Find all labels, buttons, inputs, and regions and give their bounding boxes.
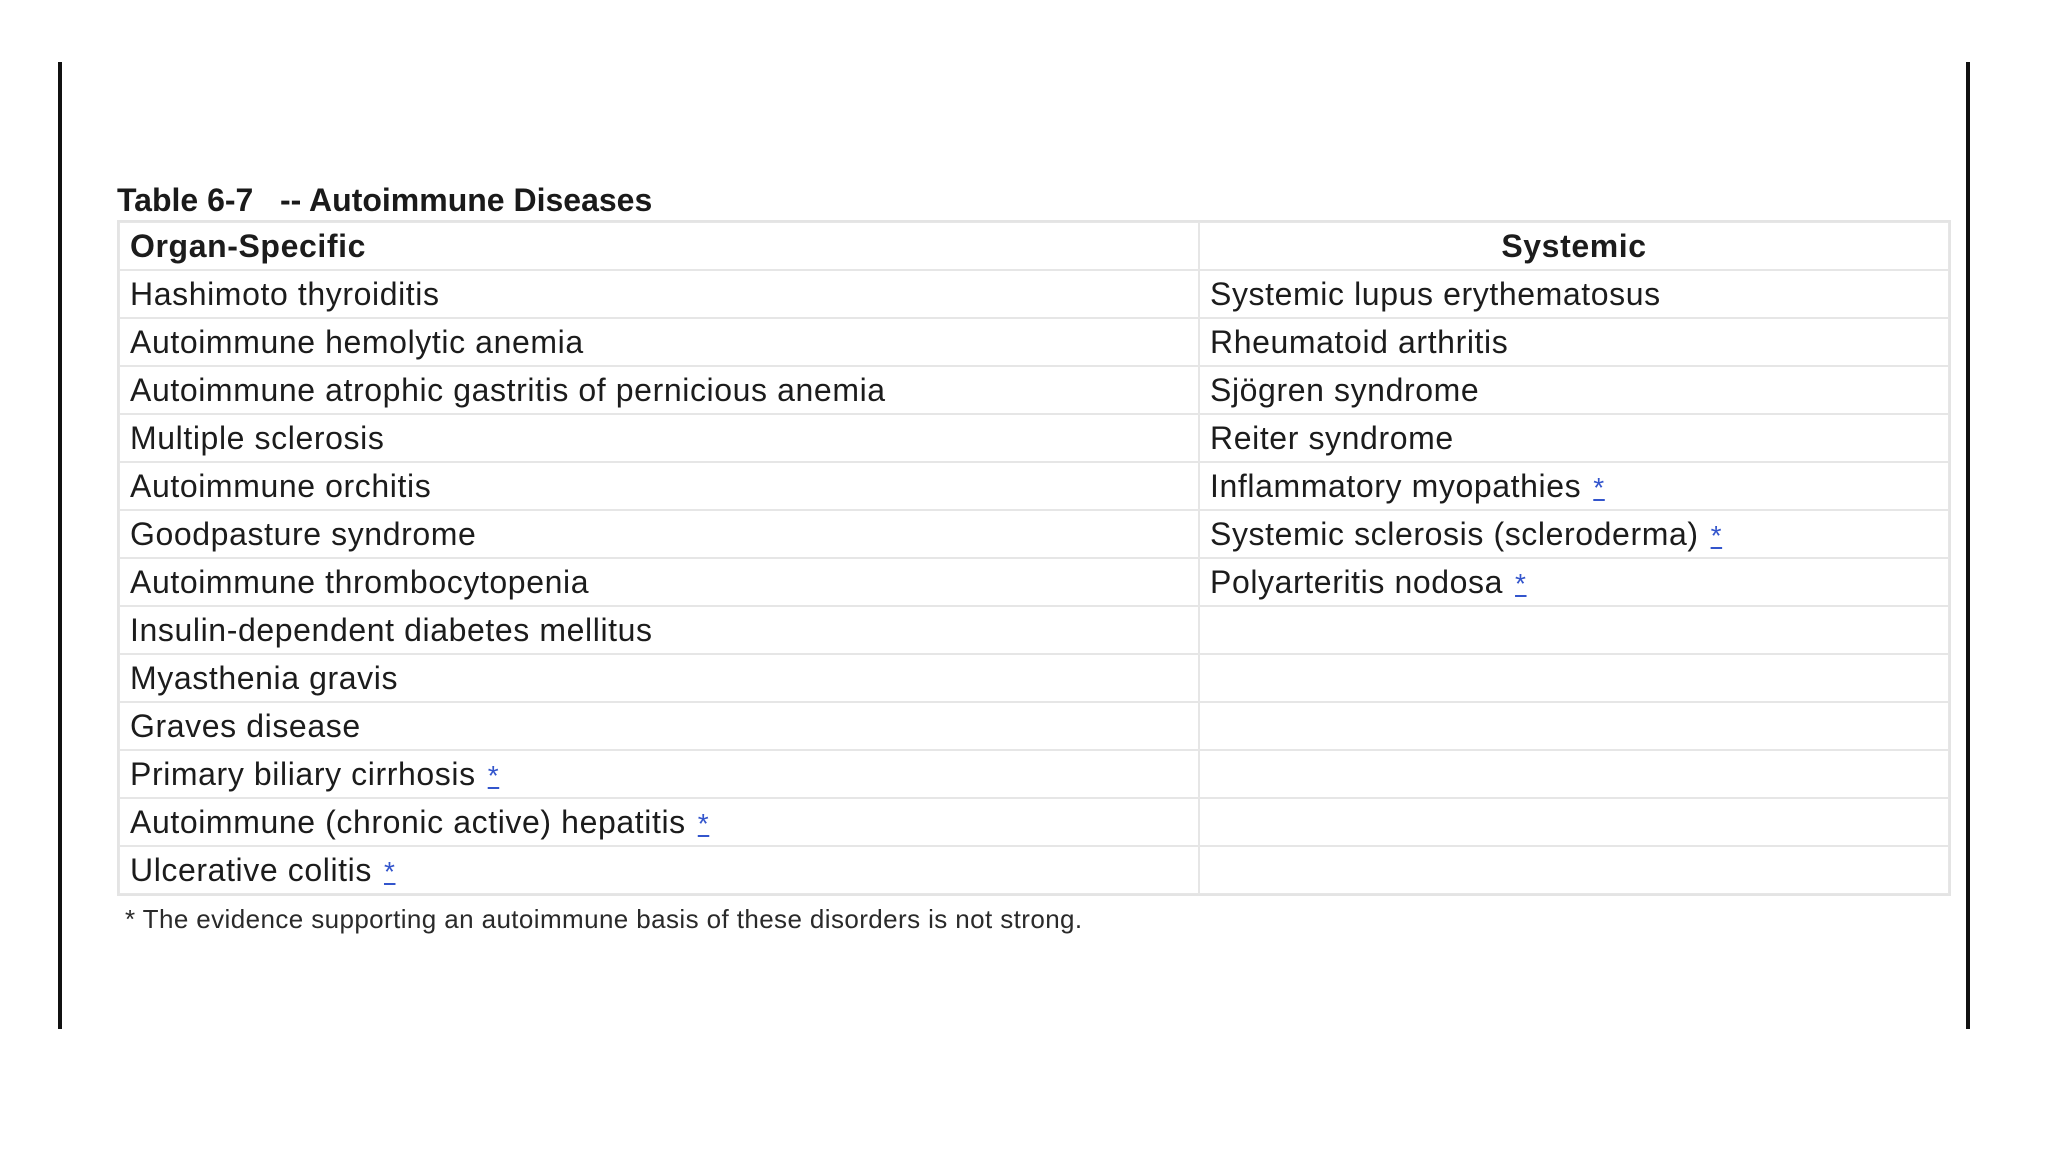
systemic-cell: Systemic lupus erythematosus bbox=[1199, 270, 1949, 318]
systemic-cell: Rheumatoid arthritis bbox=[1199, 318, 1949, 366]
table-header-row bbox=[119, 222, 1949, 270]
systemic-cell bbox=[1199, 654, 1949, 702]
table-row bbox=[119, 846, 1949, 894]
systemic-cell: Reiter syndrome bbox=[1199, 414, 1949, 462]
systemic-cell bbox=[1199, 606, 1949, 654]
organ-cell: Autoimmune (chronic active) hepatitis * bbox=[119, 798, 1199, 846]
header-systemic: Systemic bbox=[1199, 222, 1949, 270]
organ-cell: Multiple sclerosis bbox=[119, 414, 1199, 462]
organ-cell: Myasthenia gravis bbox=[119, 654, 1199, 702]
header-organ-specific: Organ-Specific bbox=[119, 222, 1199, 270]
left-border-rule bbox=[58, 62, 62, 1029]
table-row bbox=[119, 606, 1949, 654]
table-row bbox=[119, 702, 1949, 750]
organ-cell: Graves disease bbox=[119, 702, 1199, 750]
systemic-cell bbox=[1199, 702, 1949, 750]
systemic-cell bbox=[1199, 798, 1949, 846]
systemic-cell: Inflammatory myopathies * bbox=[1199, 462, 1949, 510]
footnote-ref-link[interactable]: * bbox=[1710, 519, 1723, 551]
systemic-cell: Polyarteritis nodosa * bbox=[1199, 558, 1949, 606]
table-row bbox=[119, 462, 1949, 510]
organ-cell: Insulin-dependent diabetes mellitus bbox=[119, 606, 1199, 654]
table-caption: Table 6-7 -- Autoimmune Diseases bbox=[117, 182, 653, 218]
systemic-cell: Systemic sclerosis (scleroderma) * bbox=[1199, 510, 1949, 558]
footnote-ref-link[interactable]: * bbox=[487, 759, 500, 791]
systemic-cell bbox=[1199, 846, 1949, 894]
table-row bbox=[119, 798, 1949, 846]
table-row bbox=[119, 654, 1949, 702]
table-row bbox=[119, 318, 1949, 366]
organ-cell: Primary biliary cirrhosis * bbox=[119, 750, 1199, 798]
table-block bbox=[117, 180, 1947, 935]
table-footnote: * The evidence supporting an autoimmune basis of these disorders is not strong. bbox=[125, 904, 1083, 934]
table-row bbox=[119, 750, 1949, 798]
footnote-ref-link[interactable]: * bbox=[1593, 471, 1605, 503]
table-row bbox=[119, 558, 1949, 606]
organ-cell: Goodpasture syndrome bbox=[119, 510, 1199, 558]
table-row bbox=[119, 366, 1949, 414]
table-row bbox=[119, 414, 1949, 462]
autoimmune-diseases-table bbox=[117, 220, 1951, 896]
footnote-ref-link[interactable]: * bbox=[1515, 567, 1527, 599]
organ-cell: Autoimmune hemolytic anemia bbox=[119, 318, 1199, 366]
organ-cell: Autoimmune orchitis bbox=[119, 462, 1199, 510]
systemic-cell bbox=[1199, 750, 1949, 798]
organ-cell: Hashimoto thyroiditis bbox=[119, 270, 1199, 318]
right-border-rule bbox=[1966, 62, 1970, 1029]
systemic-cell: Sjögren syndrome bbox=[1199, 366, 1949, 414]
organ-cell: Ulcerative colitis * bbox=[119, 846, 1199, 894]
table-row bbox=[119, 510, 1949, 558]
footnote-ref-link[interactable]: * bbox=[383, 855, 396, 887]
organ-cell: Autoimmune atrophic gastritis of pernicious anemia bbox=[119, 366, 1199, 414]
table-row bbox=[119, 270, 1949, 318]
footnote-ref-link[interactable]: * bbox=[697, 807, 710, 839]
organ-cell: Autoimmune thrombocytopenia bbox=[119, 558, 1199, 606]
